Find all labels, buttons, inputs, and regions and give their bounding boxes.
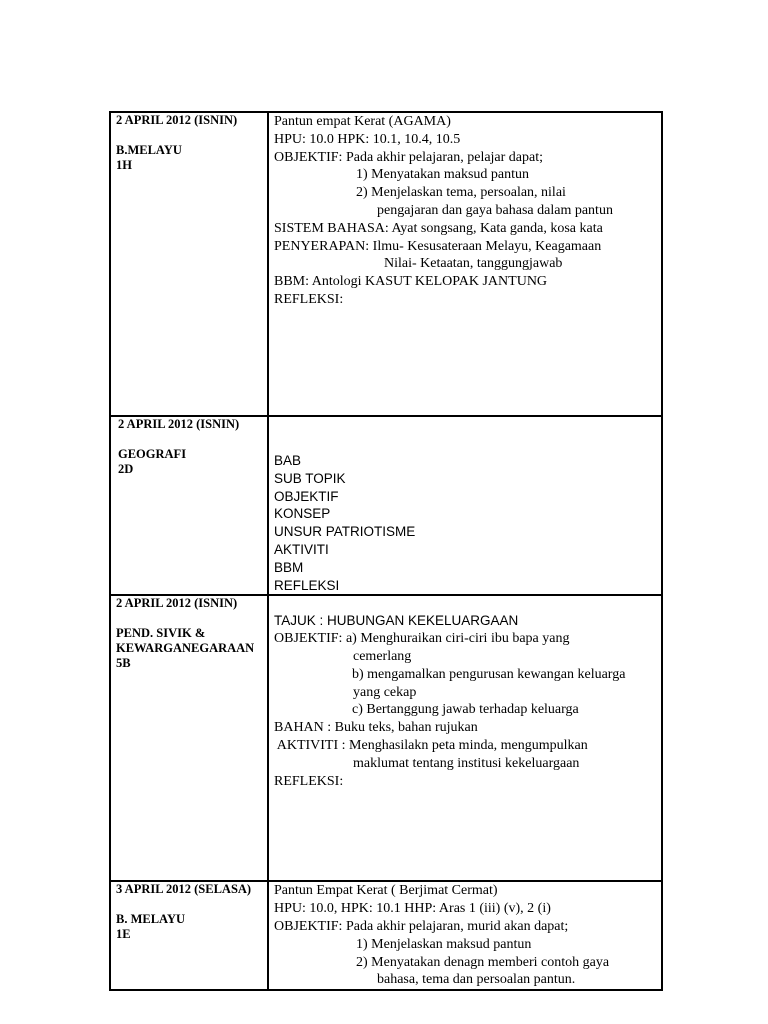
lesson-field-subtopik: SUB TOPIK [274, 470, 346, 486]
lesson-date: 2 APRIL 2012 (ISNIN) [118, 417, 240, 431]
lesson-penyerapan: PENYERAPAN: Ilmu- Kesusateraan Melayu, Keagamaan [274, 238, 602, 254]
objective-item: 2) Menjelaskan tema, persoalan, nilai [356, 185, 566, 201]
objective-item-cont: cemerlang [353, 648, 412, 664]
objective-item: b) mengamalkan pengurusan kewangan keluarga [352, 666, 626, 682]
lesson-refleksi: REFLEKSI: [274, 291, 344, 307]
objective-item: 1) Menjelaskan maksud pantun [356, 936, 532, 952]
objective-item: c) Bertanggung jawab terhadap keluarga [352, 702, 579, 718]
lesson-subject: B. MELAYU [116, 912, 185, 927]
lesson-objective: OBJEKTIF: Pada akhir pelajaran, murid akan dapat; [274, 918, 569, 934]
lesson-field-aktiviti: AKTIVITI [274, 541, 329, 557]
lesson-hpu-hpk: HPU: 10.0 HPK: 10.1, 10.4, 10.5 [274, 131, 461, 147]
lesson-tajuk: TAJUK : HUBUNGAN KEKELUARGAAN [274, 613, 519, 629]
lesson-subject: B.MELAYU [116, 143, 182, 157]
lesson-class: 5B [116, 656, 131, 671]
lesson-aktiviti-cont: maklumat tentang institusi kekeluargaan [353, 755, 580, 771]
table-row [110, 881, 662, 990]
date-subject-cell [110, 595, 268, 881]
lesson-class: 1H [116, 158, 132, 172]
lesson-date: 2 APRIL 2012 (ISNIN) [116, 113, 238, 127]
lesson-topic: Pantun empat Kerat (AGAMA) [274, 114, 451, 129]
date-subject-cell [110, 881, 268, 990]
lesson-objective: OBJEKTIF: Pada akhir pelajaran, pelajar dapat; [274, 149, 544, 165]
lesson-field-konsep: KONSEP [274, 506, 331, 522]
lesson-topic: Pantun Empat Kerat ( Berjimat Cermat) [274, 883, 498, 899]
lesson-field-refleksi: REFLEKSI [274, 577, 340, 593]
lesson-field-bab: BAB [274, 453, 302, 468]
lesson-field-bbm: BBM [274, 559, 304, 575]
table-row [110, 112, 662, 416]
objective-item: 1) Menyatakan maksud pantun [356, 167, 530, 183]
lesson-refleksi: REFLEKSI: [274, 773, 344, 789]
lesson-aktiviti: AKTIVITI : Menghasilakn peta minda, mengumpulkan [274, 737, 588, 753]
lesson-nilai: Nilai- Ketaatan, tanggungjawab [384, 256, 563, 272]
lesson-hpu-hpk: HPU: 10.0, HPK: 10.1 HHP: Aras 1 (iii) (v), 2 (i) [274, 901, 551, 917]
lesson-sistem-bahasa: SISTEM BAHASA: Ayat songsang, Kata ganda, kosa kata [274, 220, 603, 236]
lesson-date: 3 APRIL 2012 (SELASA) [116, 882, 252, 897]
lesson-subject: GEOGRAFI [118, 447, 187, 461]
lesson-details-cell [268, 595, 662, 881]
lesson-subject: KEWARGANEGARAAN [116, 641, 255, 656]
lesson-subject: PEND. SIVIK & [116, 626, 206, 641]
lesson-date: 2 APRIL 2012 (ISNIN) [116, 596, 238, 611]
date-subject-cell [110, 416, 268, 595]
table-row [110, 595, 662, 881]
lesson-class: 2D [118, 462, 134, 476]
objective-item-cont: bahasa, tema dan persoalan pantun. [377, 972, 576, 988]
lesson-class: 1E [116, 927, 131, 942]
lesson-details-cell [268, 881, 662, 990]
objective-item-cont: yang cekap [353, 684, 417, 700]
lesson-bbm: BBM: Antologi KASUT KELOPAK JANTUNG [274, 274, 548, 290]
lesson-objective: OBJEKTIF: a) Menghuraikan ciri-ciri ibu bapa yang [274, 631, 570, 647]
lesson-field-objektif: OBJEKTIF [274, 488, 339, 504]
date-subject-cell [110, 112, 268, 416]
lesson-field-patriotisme: UNSUR PATRIOTISME [274, 524, 416, 540]
table-row [110, 416, 662, 595]
lesson-details-cell [268, 416, 662, 595]
objective-item-cont: pengajaran dan gaya bahasa dalam pantun [377, 202, 613, 218]
lesson-details-cell [268, 112, 662, 416]
lesson-bahan: BAHAN : Buku teks, bahan rujukan [274, 720, 478, 736]
lesson-plan-table [109, 111, 663, 991]
objective-item: 2) Menyatakan denagn memberi contoh gaya [356, 954, 610, 970]
